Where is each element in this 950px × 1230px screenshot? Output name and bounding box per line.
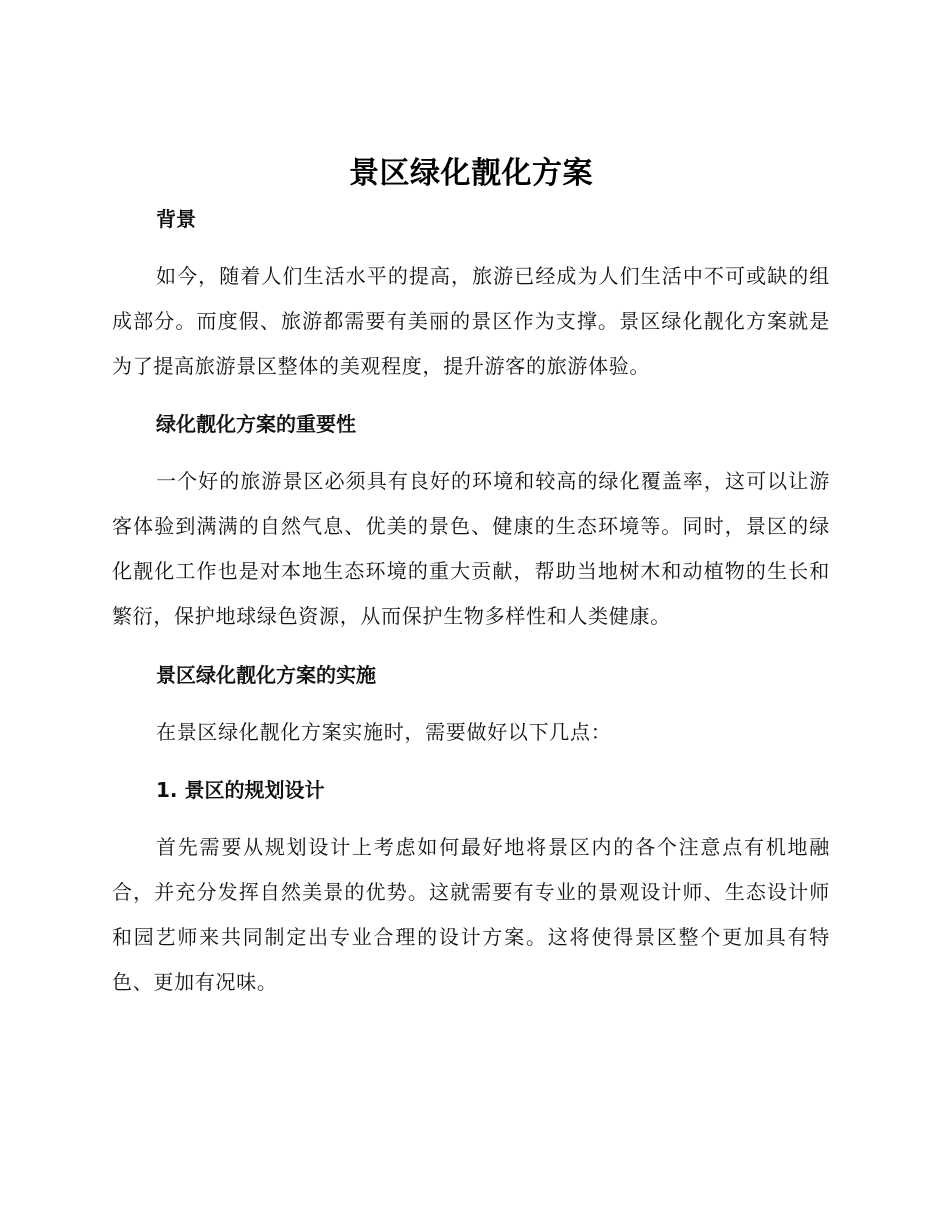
paragraph-importance: 一个好的旅游景区必须具有良好的环境和较高的绿化覆盖率，这可以让游客体验到满满的自然气息、优美的景色、健康的生态环境等。同时，景区的绿化靓化工作也是对本地生态环境的重大贡献，帮助当地树木和动植物的生长和繁衍，保护地球绿色资源，从而保护生物多样性和人类健康。 [112, 469, 830, 628]
paragraph-implementation: 在景区绿化靓化方案实施时，需要做好以下几点： [156, 720, 612, 744]
section-heading-background: 背景 [156, 207, 196, 231]
document-body [112, 148, 830, 1005]
paragraph-background: 如今，随着人们生活水平的提高，旅游已经成为人们生活中不可或缺的组成部分。而度假、旅游都需要有美丽的景区作为支撑。景区绿化靓化方案就是为了提高旅游景区整体的美观程度，提升游客的旅游体验。 [112, 264, 830, 378]
section-heading-implementation: 景区绿化靓化方案的实施 [156, 663, 376, 687]
section-heading-importance: 绿化靓化方案的重要性 [156, 412, 356, 436]
document-title: 景区绿化靓化方案 [349, 156, 593, 191]
paragraph-planning: 首先需要从规划设计上考虑如何最好地将景区内的各个注意点有机地融合，并充分发挥自然美景的优势。这就需要有专业的景观设计师、生态设计师和园艺师来共同制定出专业合理的设计方案。这将使得景区整个更加具有特色、更加有况味。 [112, 835, 830, 994]
section-heading-planning: 1. 景区的规划设计 [156, 778, 325, 802]
